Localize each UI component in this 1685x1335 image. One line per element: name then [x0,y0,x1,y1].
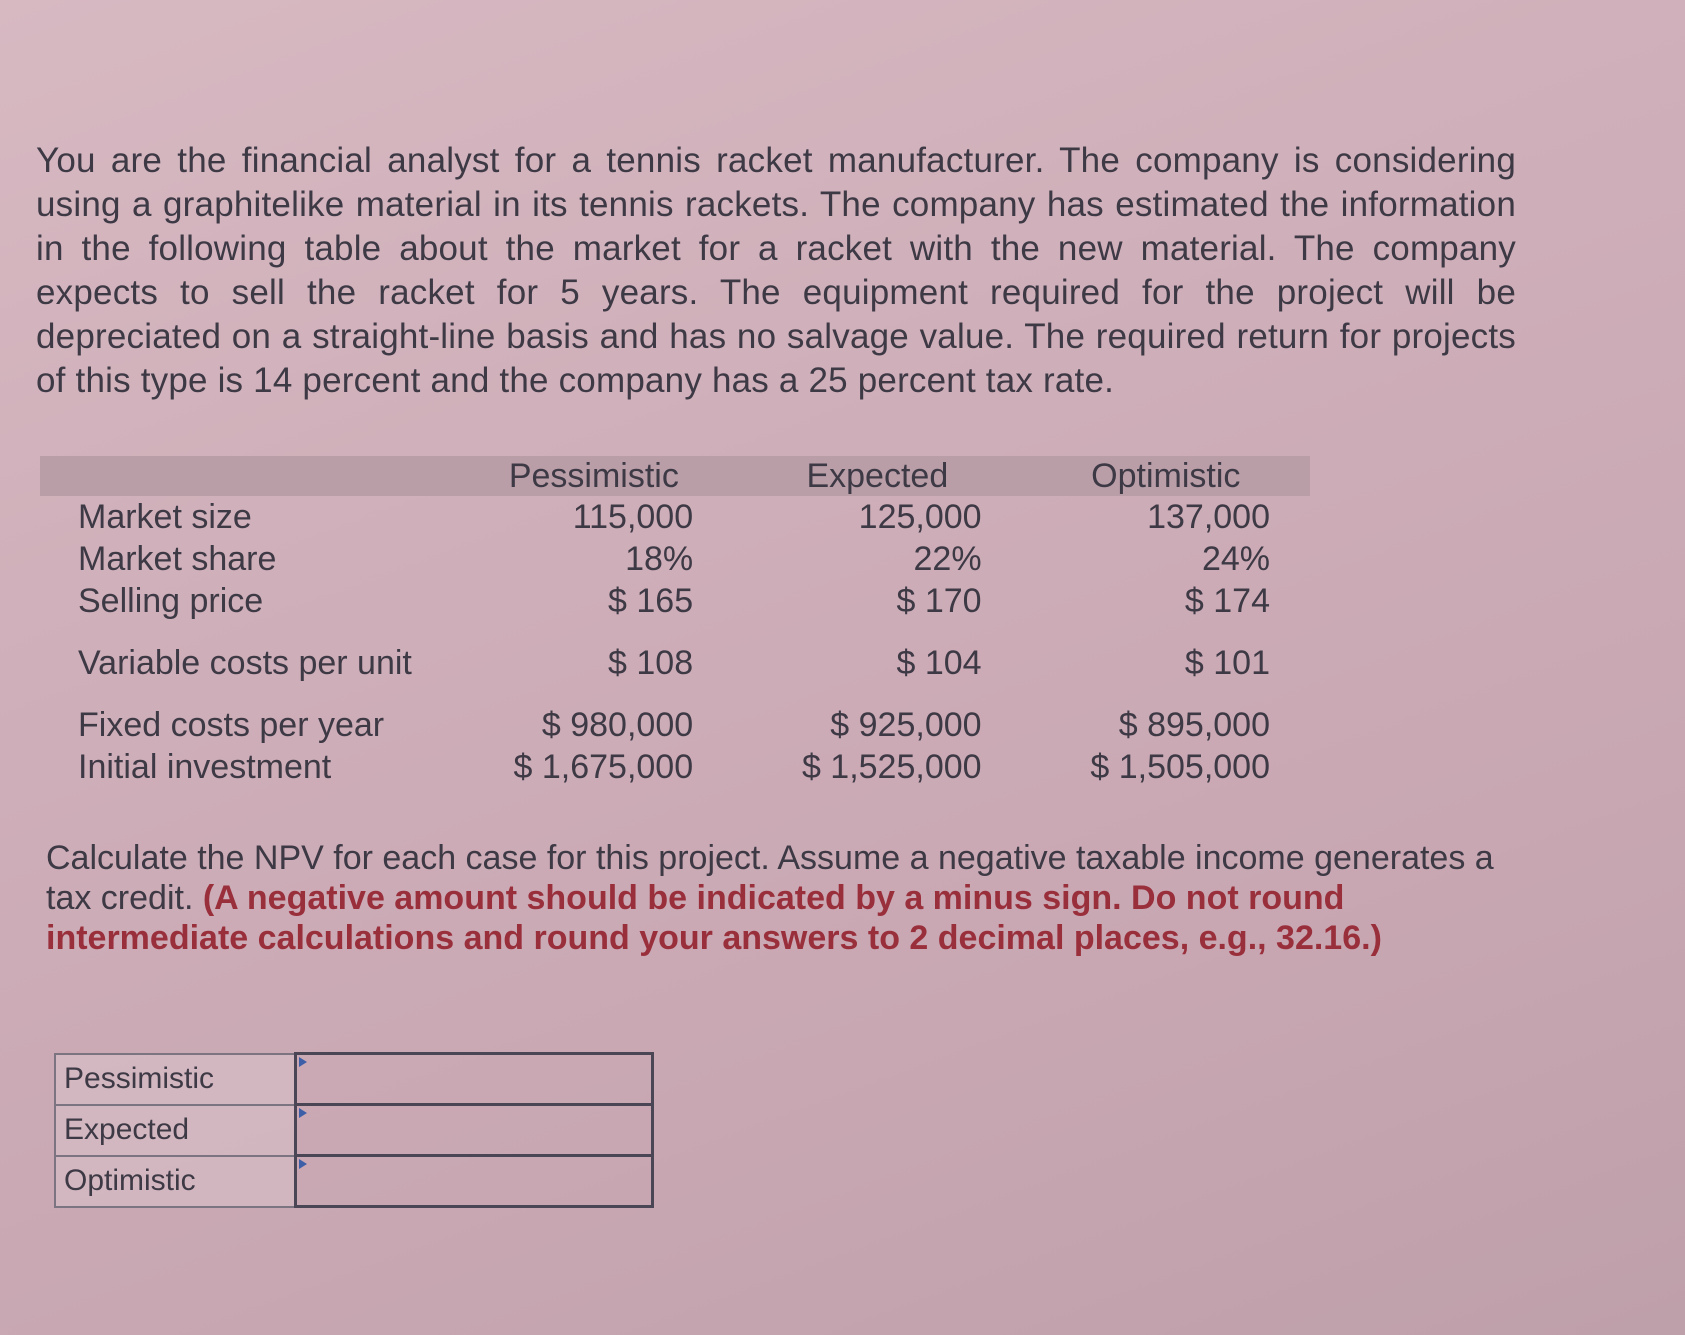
row-label-initial-investment: Initial investment [78,748,332,786]
flag-icon [299,1108,307,1118]
row-label-market-size: Market size [78,498,252,536]
selling-price-pessimistic: $ 165 [608,581,694,620]
flag-icon [299,1057,307,1067]
table-row [40,746,1310,788]
problem-statement: You are the financial analyst for a tennis racket manufacturer. The company is considering using a graphitelike material in its tennis rackets. The company has estimated the information in the following table about the market for a racket with the new material. The company expects to sell the racket for 5 years. The equipment required for the project will be depreciated on a straight-line basis and has no salvage value. The required return for projects of this type is 14 percent and the company has a 25 percent tax rate. [36,141,1516,400]
initial-investment-pessimistic: $ 1,675,000 [513,747,694,786]
row-label-selling-price: Selling price [78,582,264,620]
answer-cell-optimistic [296,1156,653,1207]
npv-pessimistic-input[interactable] [297,1055,651,1103]
npv-expected-input[interactable] [297,1106,651,1154]
variable-costs-pessimistic: $ 108 [608,643,694,682]
flag-icon [299,1159,307,1169]
market-share-optimistic: 24% [1201,539,1270,578]
answer-label-pessimistic: Pessimistic [55,1054,296,1105]
header-optimistic: Optimistic [1091,456,1241,495]
question-block [46,838,1496,958]
table-row [40,496,1310,538]
header-expected: Expected [806,456,949,495]
answer-row [55,1105,653,1156]
table-header-row [40,456,1310,496]
table-row [40,622,1310,704]
market-size-optimistic: 137,000 [1147,497,1270,536]
market-share-expected: 22% [913,539,982,578]
market-share-pessimistic: 18% [625,539,694,578]
answer-label-expected: Expected [55,1105,296,1156]
question-text: Calculate the NPV for each case for this project. Assume a negative taxable income generates a tax credit. [46,839,1494,917]
variable-costs-optimistic: $ 101 [1184,643,1270,682]
row-label-fixed-costs: Fixed costs per year [78,706,385,744]
row-label-market-share: Market share [78,540,277,578]
market-size-expected: 125,000 [858,497,982,536]
answer-label-optimistic: Optimistic [55,1156,296,1207]
answer-table [54,1052,654,1208]
table-row [40,704,1310,746]
row-label-variable-costs: Variable costs per unit [78,644,412,682]
table-row [40,580,1310,622]
answer-row [55,1054,653,1105]
header-pessimistic: Pessimistic [508,456,679,495]
scenario-table [40,456,1310,788]
initial-investment-expected: $ 1,525,000 [801,747,982,786]
header-blank [40,456,455,496]
fixed-costs-expected: $ 925,000 [830,705,982,744]
variable-costs-expected: $ 104 [896,643,982,682]
initial-investment-optimistic: $ 1,505,000 [1090,747,1270,786]
fixed-costs-optimistic: $ 895,000 [1118,705,1270,744]
answer-cell-expected [296,1105,653,1156]
question-instruction: (A negative amount should be indicated by a minus sign. Do not round intermediate calculations and round your answers to 2 decimal places, e.g., 32.16.) [46,879,1382,957]
table-row [40,538,1310,580]
answer-row [55,1156,653,1207]
npv-optimistic-input[interactable] [297,1157,651,1205]
answer-cell-pessimistic [296,1054,653,1105]
market-size-pessimistic: 115,000 [572,497,694,536]
selling-price-expected: $ 170 [896,581,982,620]
selling-price-optimistic: $ 174 [1184,581,1270,620]
fixed-costs-pessimistic: $ 980,000 [541,705,694,744]
